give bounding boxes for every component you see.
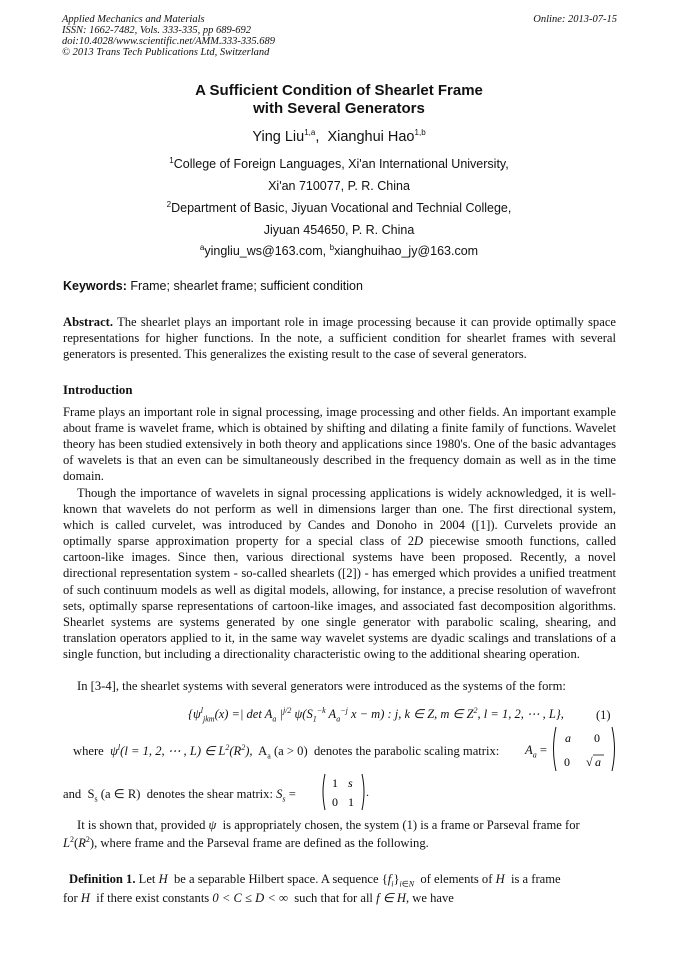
author-1-sup: 1,a xyxy=(304,128,316,138)
copyright-line: © 2013 Trans Tech Publications Ltd, Switzerland xyxy=(62,47,270,58)
svg-text:a: a xyxy=(595,755,601,769)
keywords-label: Keywords: xyxy=(63,279,127,293)
journal-name: Applied Mechanics and Materials xyxy=(62,14,205,25)
svg-text:0: 0 xyxy=(594,731,600,745)
title-line-1: A Sufficient Condition of Shearlet Frame xyxy=(195,82,483,99)
title-line-2: with Several Generators xyxy=(253,100,425,117)
doi-line: doi:10.4028/www.scientific.net/AMM.333-335.689 xyxy=(62,36,275,47)
affiliation-2-line-2: Jiyuan 454650, P. R. China xyxy=(263,223,415,237)
keywords xyxy=(63,279,616,293)
introduction-heading: Introduction xyxy=(63,383,133,397)
shear-matrix xyxy=(320,772,370,812)
author-2: Xianghui Hao xyxy=(327,129,415,145)
intro-paragraph-4-line-2: $L^2(R^2)$, where frame and the Parseval frame are defined as the following. xyxy=(63,834,429,850)
svg-text:1: 1 xyxy=(332,776,338,790)
email-line: $^a$yingliu_ws@163.com, $^b$xianghuihao_jy@163.com xyxy=(199,242,479,258)
scaling-matrix-label: $A_a$ = xyxy=(525,743,547,760)
affiliation-1-line-2: Xi'an 710077, P. R. China xyxy=(268,179,410,193)
affiliation-2-line-1: $^2$Department of Basic, Jiyuan Vocational and Technial College, xyxy=(166,199,512,215)
equation-1: {$\psi^l_{jkm}(x)$ =| $\det A_a$ $|^{j/2}$ $\psi(S_1^{-k}$ $A_a^{-j}$ x − m) : j, k ∈ Z, m ∈ $Z^2$, l = 1, 2, ⋯ , L}, xyxy=(188,705,564,724)
email-a: yingliu_ws@163.com, xyxy=(204,244,327,258)
abstract-text: The shearlet plays an important role in image processing because it can provide optimally space representations for higher functions. In the note, a sufficient condition for shearlet frames with several generators is presented. This generalizes the existing result to the case of several generators. xyxy=(63,315,616,362)
abstract-label: Abstract. xyxy=(63,315,114,329)
intro-paragraph-2: Though the importance of wavelets in signal processing applications is widely acknowledged, it is well-known that wavelets do not perform as well in dimensions larger than one. The first directional system, which is called curvelet, was introduced by Candes and Donoho in 2004 ([1]). Curvelets provide an optimally sparse approximation property for a special class of 2D piecewise smooth functions, called cartoon-like images. Since then, various directional systems have been proposed. Recently, a novel directional representation system - so-called shearlets ([2]) - has emerged which provides a unified treatment of such continuum models as well as digital models, allowing, for instance, a precise resolution of wavefront sets, optimally sparse representations of cartoon-like images, and associated fast decomposition algorithms. Shearlet systems are systems generated by one single generator with parabolic scaling, shearing, and translation operators applied to it, in the same way wavelet systems are dyadic scalings and translations of a single function, but including a directionality characteristic owing to the additional shearing operation. xyxy=(63,486,616,661)
where-line: where $\psi^l(l = 1$, 2, ⋯ , L) ∈ $L^2(R^2)$, $A_a$ (a > 0) denotes the parabolic scaling matrix: xyxy=(73,742,500,761)
svg-text:s: s xyxy=(348,776,353,790)
svg-text:a: a xyxy=(565,731,571,745)
definition-1-line-1: Definition 1. Let H be a separable Hilbert space. A sequence $\{f_i\}_{i\in N}$ of elements of H is a frame xyxy=(69,872,561,889)
author-list: Ying Liu$^{1,a}$, Xianghui Hao$^{1,b}$ xyxy=(252,128,426,145)
email-b: xianghuihao_jy@163.com xyxy=(334,244,479,258)
svg-text:.: . xyxy=(366,785,369,799)
author-2-sup: 1,b xyxy=(414,128,426,138)
intro-paragraph-3: In [3-4], the shearlet systems with several generators were introduced as the systems of the form: xyxy=(77,679,566,693)
svg-text:√: √ xyxy=(586,755,593,769)
svg-text:0: 0 xyxy=(564,755,570,769)
shear-line: and $S_s$ (a ∈ R) denotes the shear matrix: $S_s$ = xyxy=(63,787,296,804)
definition-1-line-2: for H if there exist constants 0 < C ≤ D < ∞ such that for all f ∈ H, we have xyxy=(63,891,454,905)
svg-text:1: 1 xyxy=(348,795,354,809)
scaling-matrix xyxy=(550,724,618,774)
intro-paragraph-4-line-1: It is shown that, provided ψ is appropriately chosen, the system (1) is a frame or Parseval frame for xyxy=(77,818,580,832)
issn-line: ISSN: 1662-7482, Vols. 333-335, pp 689-692 xyxy=(62,25,251,36)
definition-label: Definition 1. xyxy=(69,872,136,886)
svg-text:0: 0 xyxy=(332,795,338,809)
paper-title xyxy=(0,82,678,118)
journal-header xyxy=(62,14,617,58)
abstract xyxy=(63,314,616,362)
author-1: Ying Liu xyxy=(252,129,305,145)
online-date: Online: 2013-07-15 xyxy=(533,14,617,25)
affiliation-1-line-1: $^1$College of Foreign Languages, Xi'an International University, xyxy=(169,155,509,171)
intro-paragraph-1: Frame plays an important role in signal processing, image processing and other fields. An important example about frame is wavelet frame, which is obtained by shifting and dilating a finite family of functions. Wavelet theory has been studied extensively in both theory and applications since 1980's. One of the basic advantages of wavelets is that an even can be simultaneously described in the frequency domain as well as in the time domain. xyxy=(63,405,616,484)
equation-1-number: (1) xyxy=(596,708,611,722)
keywords-text: Frame; shearlet frame; sufficient condition xyxy=(130,279,363,293)
